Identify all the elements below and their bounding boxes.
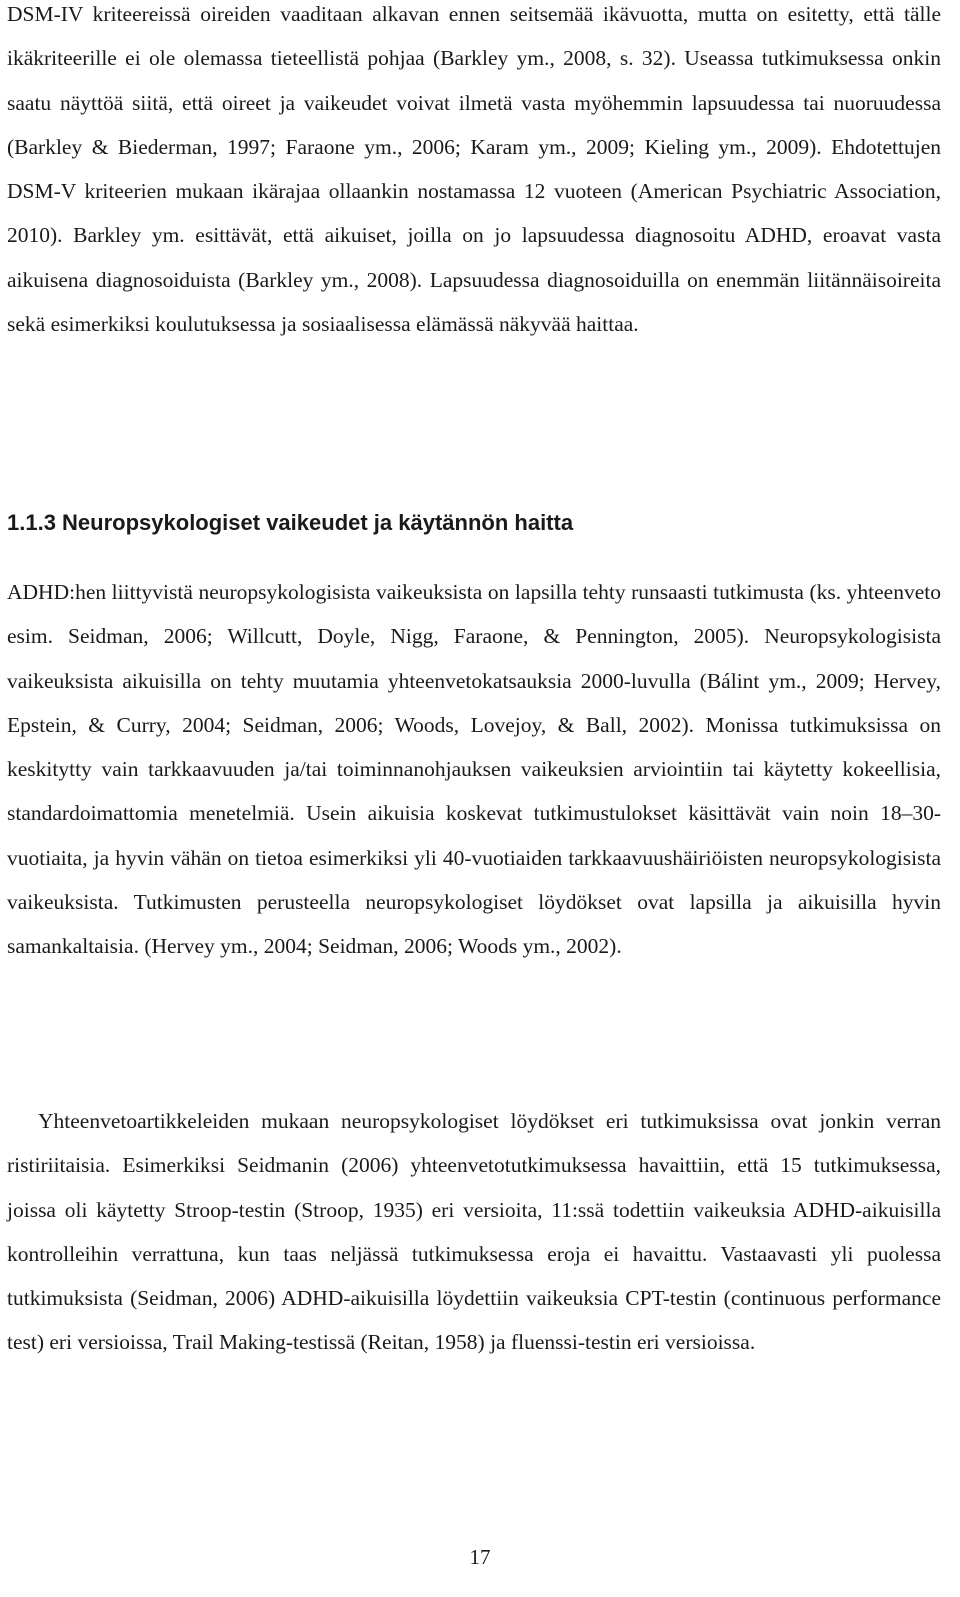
section-heading: 1.1.3 Neuropsykologiset vaikeudet ja käytännön haitta xyxy=(7,510,574,535)
body-paragraph: ADHD:hen liittyvistä neuropsykologisista vaikeuksista on lapsilla tehty runsaasti tutkimusta (ks. yhteenveto esim. Seidman, 2006; Willcutt, Doyle, Nigg, Faraone, & Pennington, 2005). Neuropsykologisista vaikeuksista aikuisilla on tehty muutamia yhteenvetokatsauksia 2000-luvulla (Bálint ym., 2009; Hervey, Epstein, & Curry, 2004; Seidman, 2006; Woods, Lovejoy, & Ball, 2002). Monissa tutkimuksissa on keskitytty vain tarkkaavuuden ja/tai toiminnanohjauksen vaikeuksien arviointiin tai käytetty kokeellisia, standardoimattomia menetelmiä. Usein aikuisia koskevat tutkimustulokset käsittävät vain noin 18–30-vuotiaita, ja hyvin vähän on tietoa esimerkiksi yli 40-vuotiaiden tarkkaavuushäiriöisten neuropsykologisista vaikeuksista. Tutkimusten perusteella neuropsykologiset löydökset ovat lapsilla ja aikuisilla hyvin samankaltaisia. (Hervey ym., 2004; Seidman, 2006; Woods ym., 2002). xyxy=(7,580,941,959)
body-paragraph: DSM-IV kriteereissä oireiden vaaditaan alkavan ennen seitsemää ikävuotta, mutta on esitetty, että tälle ikäkriteerille ei ole olemassa tieteellistä pohjaa (Barkley ym., 2008, s. 32). Useassa tutkimuksessa onkin saatu näyttöä siitä, että oireet ja vaikeudet voivat ilmetä vasta myöhemmin lapsuudessa tai nuoruudessa (Barkley & Biederman, 1997; Faraone ym., 2006; Karam ym., 2009; Kieling ym., 2009). Ehdotettujen DSM-V kriteerien mukaan ikärajaa ollaankin nostamassa 12 vuoteen (American Psychiatric Association, 2010). Barkley ym. esittävät, että aikuiset, joilla on jo lapsuudessa diagnosoitu ADHD, eroavat vasta aikuisena diagnosoiduista (Barkley ym., 2008). Lapsuudessa diagnosoiduilla on enemmän liitännäisoireita sekä esimerkiksi koulutuksessa ja sosiaalisessa elämässä näkyvää haittaa. xyxy=(7,2,941,337)
page-number: 17 xyxy=(469,1545,491,1569)
body-paragraph: Yhteenvetoartikkeleiden mukaan neuropsykologiset löydökset eri tutkimuksissa ovat jonkin verran ristiriitaisia. Esimerkiksi Seidmanin (2006) yhteenvetotutkimuksessa havaittiin, että 15 tutkimuksessa, joissa oli käytetty Stroop-testin (Stroop, 1935) eri versioita, 11:ssä todettiin vaikeuksia ADHD-aikuisilla kontrolleihin verrattuna, kun taas neljässä tutkimuksessa eroja ei havaittu. Vastaavasti yli puolessa tutkimuksista (Seidman, 2006) ADHD-aikuisilla löydettiin vaikeuksia CPT-testin (continuous performance test) eri versioissa, Trail Making-testissä (Reitan, 1958) ja fluenssi-testin eri versioissa. xyxy=(7,1109,941,1355)
